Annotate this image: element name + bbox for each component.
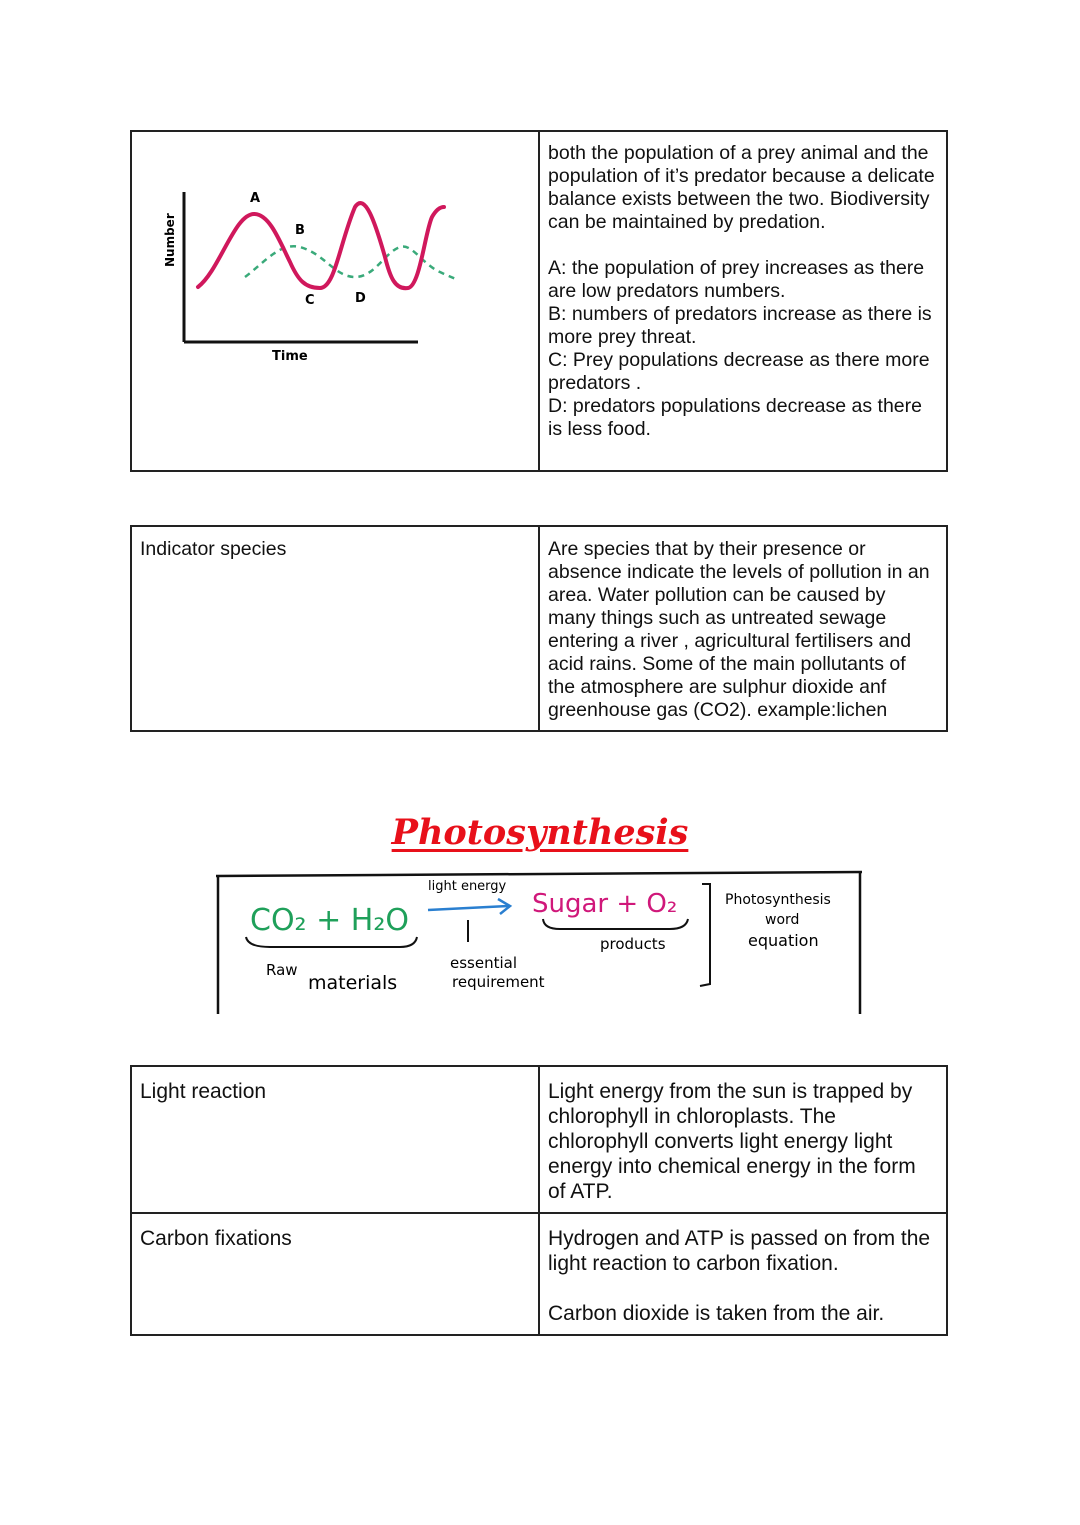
table-row — [131, 1213, 947, 1335]
term-cell: Indicator species — [131, 526, 539, 731]
predator-line — [245, 246, 458, 280]
table-row — [131, 1066, 947, 1213]
explanation-cell — [539, 131, 947, 471]
materials-label: materials — [308, 972, 398, 994]
products-label: products — [600, 935, 666, 953]
side-label-1: Photosynthesis — [725, 892, 831, 908]
products-brace — [543, 919, 688, 929]
label-a: A — [250, 191, 261, 206]
y-axis-label: Number — [163, 213, 177, 267]
label-d: D — [355, 291, 366, 306]
reactants: CO₂ + H₂O — [250, 903, 409, 938]
definition-text: Hydrogen and ATP is passed on from the light reaction to carbon fixation. — [548, 1227, 931, 1275]
photosynthesis-stages-table — [130, 1065, 948, 1336]
definition-cell — [539, 1066, 947, 1213]
section-title — [0, 812, 1080, 853]
predator-prey-table — [130, 130, 948, 472]
products: Sugar + O₂ — [532, 889, 678, 919]
table-row — [131, 526, 947, 731]
requirement-label: requirement — [452, 973, 545, 991]
side-label-2: word — [765, 912, 800, 928]
definition-text: Carbon dioxide is taken from the air. — [548, 1302, 885, 1325]
table-row — [131, 131, 947, 471]
equation-bracket — [700, 884, 710, 986]
essential-label: essential — [450, 954, 518, 972]
side-label-3: equation — [748, 931, 819, 950]
label-c: C — [305, 293, 315, 308]
indicator-species-table — [130, 525, 948, 732]
intro-text: both the population of a prey animal and the population of it’s predator because a delicate balance exists between the two. Biodiversity can be maintained by predation. — [548, 142, 935, 233]
arrow-icon — [428, 906, 508, 910]
reactants-brace — [246, 937, 417, 947]
point-c: C: Prey populations decrease as there more predators . — [548, 349, 930, 394]
x-axis-label: Time — [272, 349, 308, 364]
word-equation-figure — [210, 862, 870, 1017]
raw-label: Raw — [266, 961, 298, 979]
definition-cell: Are species that by their presence or absence indicate the levels of pollution in an area. Water pollution can be caused by many things such as untreated sewage entering a river , agricultural fertilisers and acid rains. Some of the main pollutants of the atmosphere are sulphur dioxide anf greenhouse gas (CO2). example:lichen — [539, 526, 947, 731]
predator-prey-graph — [140, 142, 520, 442]
point-a: A: the population of prey increases as there are low predators numbers. — [548, 257, 925, 302]
point-d: D: predators populations decrease as there is less food. — [548, 395, 922, 440]
definition-cell — [539, 1213, 947, 1335]
equation-svg — [210, 862, 870, 1017]
term-cell: Carbon fixations — [131, 1213, 539, 1335]
label-b: B — [295, 223, 305, 238]
graph-svg — [140, 142, 520, 442]
definition-text: Light energy from the sun is trapped by chlorophyll in chloroplasts. The chlorophyll converts light energy light energy into chemical energy in the form of ATP. — [548, 1080, 916, 1203]
point-b: B: numbers of predators increase as there is more prey threat. — [548, 303, 932, 348]
photosynthesis-title: Photosynthesis — [391, 812, 689, 853]
arrow-label: light energy — [428, 879, 507, 894]
term-cell: Light reaction — [131, 1066, 539, 1213]
prey-line — [198, 203, 444, 288]
graph-cell — [131, 131, 539, 471]
frame-top — [216, 872, 862, 876]
